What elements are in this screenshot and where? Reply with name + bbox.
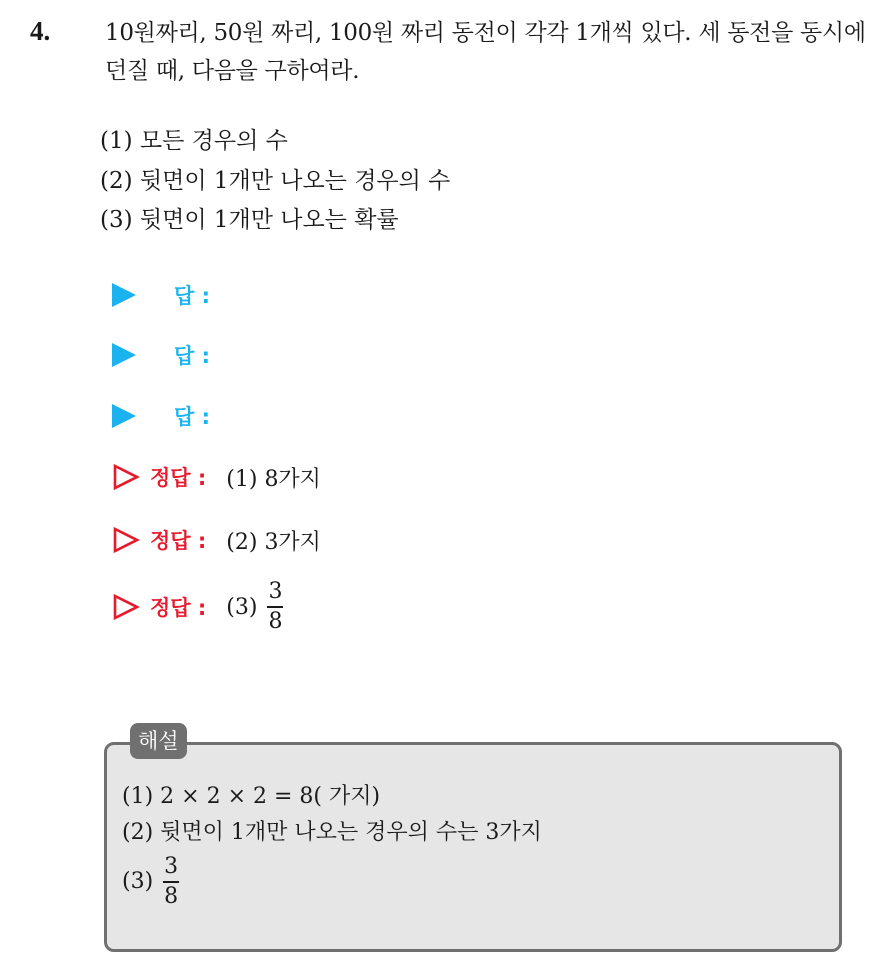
answer-row-3 <box>112 401 210 431</box>
play-triangle-icon <box>112 283 136 307</box>
outline-triangle-icon <box>112 526 140 554</box>
question-text: 10원짜리, 50원 짜리, 100원 짜리 동전이 각각 1개씩 있다. 세 동전을 동시에 던질 때, 다음을 구하여라. <box>105 20 866 84</box>
sub-question-1: (1) 모든 경우의 수 <box>100 128 288 154</box>
fraction <box>267 580 283 634</box>
answer-row-2 <box>112 340 210 370</box>
correct-answer-value: (1) 8가지 <box>226 466 321 492</box>
fraction-bar <box>267 606 283 608</box>
solution-line-1: (1) 2 × 2 × 2 = 8( 가지) <box>122 784 381 809</box>
fraction-numerator: 3 <box>268 579 283 605</box>
answer-prefix: (3) <box>226 594 258 620</box>
answer-row-1 <box>112 280 210 310</box>
answer-label: 답 : <box>174 284 210 308</box>
correct-answer-label: 정답 : <box>150 466 207 490</box>
solution-line-2: (2) 뒷면이 1개만 나오는 경우의 수는 3가지 <box>122 820 542 845</box>
correct-answer-label: 정답 : <box>150 529 207 553</box>
solution-prefix: (3) <box>122 868 154 894</box>
answer-label: 답 : <box>174 344 210 368</box>
correct-answer-value <box>226 580 283 634</box>
solution-line-3 <box>122 855 179 909</box>
answer-label: 답 : <box>174 405 210 429</box>
question-number: 4. <box>30 16 51 46</box>
fraction-denominator: 8 <box>268 608 283 634</box>
play-triangle-icon <box>112 343 136 367</box>
fraction-numerator: 3 <box>164 854 179 879</box>
correct-answer-row-2 <box>112 525 321 555</box>
sub-question-2: (2) 뒷면이 1개만 나오는 경우의 수 <box>100 168 451 194</box>
outline-triangle-icon <box>112 593 140 621</box>
sub-question-3: (3) 뒷면이 1개만 나오는 확률 <box>100 207 399 233</box>
correct-answer-value: (2) 3가지 <box>226 529 321 555</box>
fraction-denominator: 8 <box>164 883 179 909</box>
fraction-bar <box>163 881 179 883</box>
correct-answer-label: 정답 : <box>150 596 207 620</box>
solution-tag: 해설 <box>130 723 187 759</box>
correct-answer-row-1 <box>112 462 321 492</box>
fraction <box>163 855 179 909</box>
correct-answer-row-3 <box>112 579 283 634</box>
play-triangle-icon <box>112 404 136 428</box>
outline-triangle-icon <box>112 463 140 491</box>
